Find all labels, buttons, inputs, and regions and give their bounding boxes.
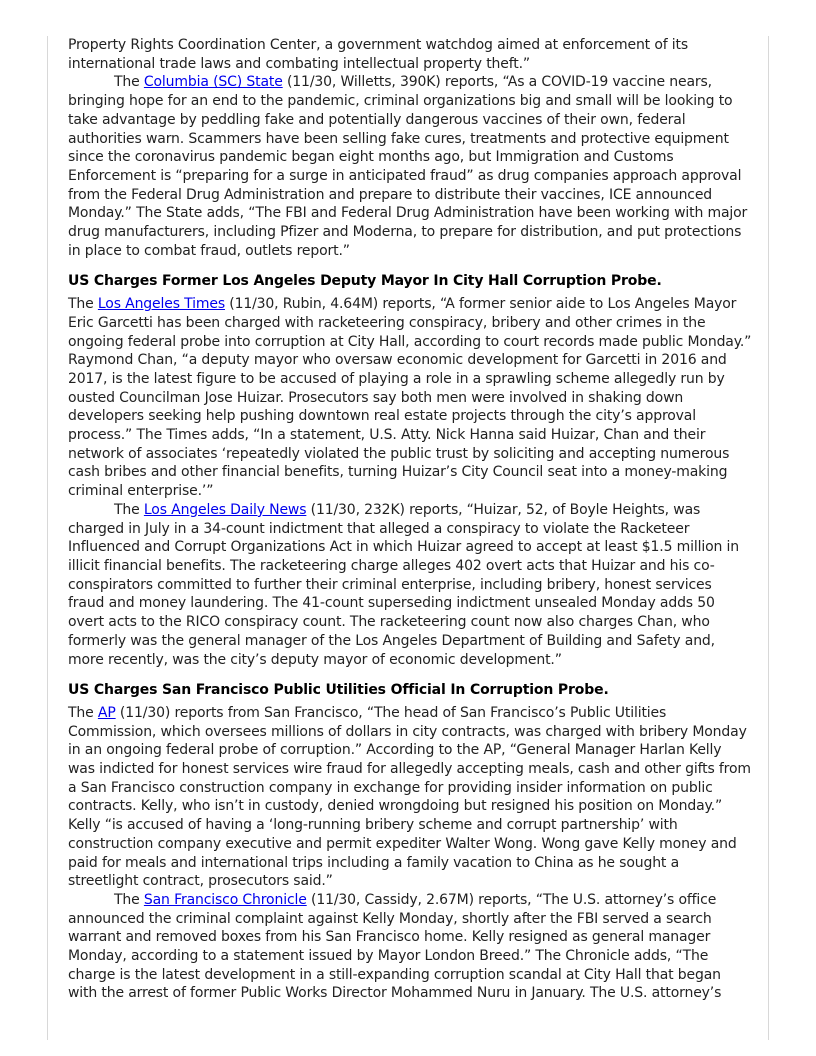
paragraph [68,295,752,501]
text: (11/30, 232K) reports, “Huizar, 52, of Boyle Heights, was charged in July in a 34-count indictment that alleged a conspiracy to violate the Racketeer Influenced and Corrupt Organizations Act in which Huizar agreed to accept at least $1.5 million in illicit financial benefits. The racketeering charge alleges 402 overt acts that Huizar and his co-conspirators committed to further their criminal enterprise, including bribery, honest services fraud and money laundering. The 41-count superseding indictment unsealed Monday adds 50 overt acts to the RICO conspiracy count. The racketeering count now also charges Chan, who formerly was the general manager of the Los Angeles Department of Building and Safety and, more recently, was the city’s deputy mayor of economic development.” [68,501,740,668]
source-link[interactable]: Los Angeles Daily News [143,501,307,518]
paragraph [68,704,752,891]
paragraph [68,891,752,1003]
left-border [47,36,48,1040]
text: The [114,74,144,91]
source-link[interactable]: Los Angeles Times [97,296,225,313]
text: The [114,501,144,518]
section-heading: US Charges Former Los Angeles Deputy Mayor In City Hall Corruption Probe. [68,273,662,290]
paragraph: Property Rights Coordination Center, a government watchdog aimed at enforcement of its international trade laws and combating intellectual property theft.” [68,37,689,72]
text: (11/30) reports from San Francisco, “The head of San Francisco’s Public Utilities Commission, which oversees millions of dollars in city contracts, was charged with bribery Monday in an ongoing federal probe of corruption.” According to the AP, “General Manager Harlan Kelly was indicted for honest services wire fraud for allegedly accepting meals, cash and other gifts from a San Francisco construction company in exchange for providing insider information on public contracts. Kelly, who isn’t in custody, denied wrongdoing but resigned his position on Monday.” Kelly “is accused of having a ‘long-running bribery scheme and corrupt partnership’ with construction company executive and permit expediter Walter Wong. Wong gave Kelly money and paid for meals and international trips including a family vacation to China as he sought a streetlight contract, prosecutors said.” [68,704,751,890]
source-link[interactable]: Columbia (SC) State [143,74,283,91]
text: (11/30, Cassidy, 2.67M) reports, “The U.S. attorney’s office announced the criminal complaint against Kelly Monday, shortly after the FBI served a search warrant and removed boxes from his San Francisco home. Kelly resigned as general manager Monday, according to a statement issued by Mayor London Breed.” The Chronicle adds, “The charge is the latest development in a still-expanding corruption scandal at City Hall that began with the arrest of former Public Works Director Mohammed Nuru in January. The U.S. attorney’s [68,891,722,1002]
text: The [114,891,144,908]
text: The [68,296,98,313]
paragraph [68,73,752,260]
source-link[interactable]: San Francisco Chronicle [143,891,307,908]
paragraph [68,501,752,669]
document-body [68,36,752,1003]
text: (11/30, Rubin, 4.64M) reports, “A former senior aide to Los Angeles Mayor Eric Garcetti has been charged with racketeering conspiracy, bribery and other crimes in the ongoing federal probe into corruption at City Hall, according to court records made public Monday.” Raymond Chan, “a deputy mayor who oversaw economic development for Garcetti in 2016 and 2017, is the latest figure to be accused of playing a role in a sprawling scheme allegedly run by ousted Councilman Jose Huizar. Prosecutors say both men were involved in shaking down developers seeking help pushing downtown real estate projects through the city’s approval process.” The Times adds, “In a statement, U.S. Atty. Nick Hanna said Huizar, Chan and their network of associates ‘repeatedly violated the public trust by soliciting and accepting numerous cash bribes and other financial benefits, turning Huizar’s City Council seat into a money-making criminal enterprise.’” [68,296,752,500]
text: (11/30, Willetts, 390K) reports, “As a COVID-19 vaccine nears, bringing hope for an end to the pandemic, criminal organizations big and small will be looking to take advantage by peddling fake and potentially dangerous vaccines of their own, federal authorities warn. Scammers have been selling fake cures, treatments and protective equipment since the coronavirus pandemic began eight months ago, but Immigration and Customs Enforcement is “preparing for a surge in anticipated fraud” as drug companies approach approval from the Federal Drug Administration and prepare to distribute their vaccines, ICE announced Monday.” The State adds, “The FBI and Federal Drug Administration have been working with major drug manufacturers, including Pfizer and Moderna, to prepare for distribution, and put protections in place to combat fraud, outlets report.” [68,74,748,259]
source-link[interactable]: AP [97,704,116,721]
section-heading: US Charges San Francisco Public Utilities Official In Corruption Probe. [68,682,609,699]
right-border [768,36,769,1040]
text: The [68,704,98,721]
